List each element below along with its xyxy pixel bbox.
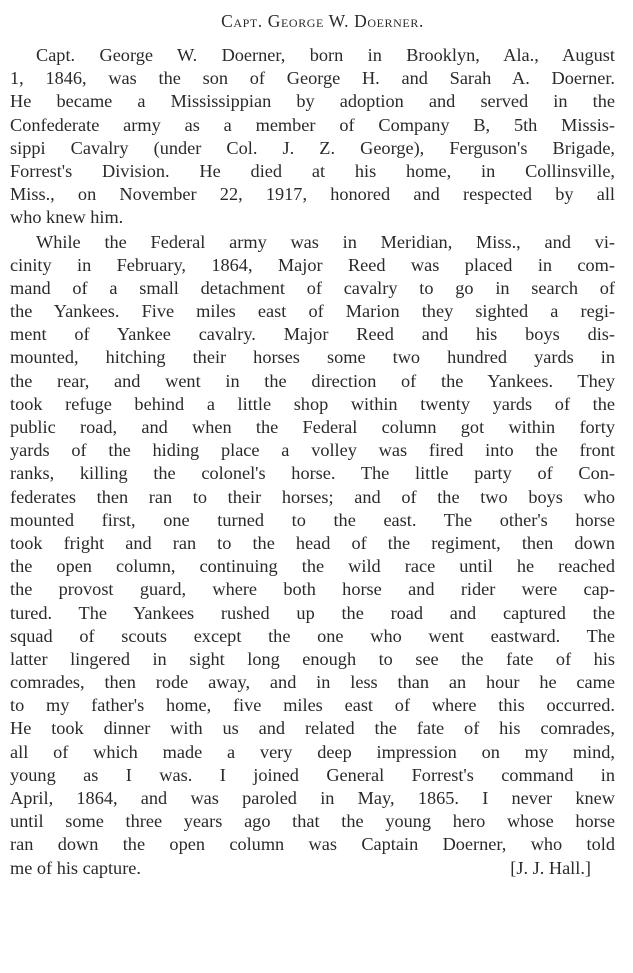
text-line: April, 1864, and was paroled in May, 1865. I never knew: [10, 788, 615, 808]
text-line: the Yankees. Five miles east of Marion they sighted a regi-: [10, 301, 615, 322]
text-line: Forrest's Division. He died at his home, in Collinsville,: [10, 160, 615, 181]
text-line: mounted first, one turned to the east. The other's horse: [10, 509, 615, 530]
text-line: tured. The Yankees rushed up the road and captured the: [10, 602, 615, 623]
author-signature: [J. J. Hall.]: [510, 857, 591, 878]
text-line: yards of the hiding place a volley was fired into the front: [10, 440, 615, 461]
text-line: sippi Cavalry (under Col. J. Z. George), Ferguson's Brigade,: [10, 137, 615, 158]
text-line: Confederate army as a member of Company B, 5th Missis-: [10, 114, 615, 135]
text-line: squad of scouts except the one who went eastward. The: [10, 625, 615, 646]
text-line: federates then ran to their horses; and of the two boys who: [10, 486, 615, 507]
text-line: ran down the open column was Captain Doerner, who told: [10, 834, 615, 855]
text-line: Capt. George W. Doerner, born in Brooklyn, Ala., August: [36, 45, 615, 65]
closing-text: me of his capture.: [10, 857, 141, 878]
text-line: to my father's home, five miles east of where this occurred.: [10, 695, 615, 716]
text-line: until some three years ago that the young hero whose horse: [10, 811, 615, 832]
text-line: Miss., on November 22, 1917, honored and respected by all: [10, 184, 615, 205]
text-line: While the Federal army was in Meridian, Miss., and vi-: [36, 231, 615, 252]
text-line: the open column, continuing the wild race until he reached: [10, 556, 615, 577]
text-line: took refuge behind a little shop within twenty yards of the: [10, 393, 615, 414]
text-line: the rear, and went in the direction of the Yankees. They: [10, 370, 615, 391]
text-line: who knew him.: [10, 207, 124, 228]
closing-line: [10, 857, 615, 880]
text-line: took fright and ran to the head of the regiment, then down: [10, 532, 615, 553]
text-line: ment of Yankee cavalry. Major Reed and his boys dis-: [10, 324, 615, 345]
text-line: the provost guard, where both horse and rider were cap-: [10, 579, 615, 600]
document-page: [10, 0, 615, 880]
narrative-paragraph: [10, 231, 615, 880]
page-title: Capt. George W. Doerner.: [221, 11, 424, 31]
text-line: public road, and when the Federal column got within forty: [10, 417, 615, 437]
text-line: comrades, then rode away, and in less than an hour he came: [10, 672, 615, 693]
text-line: 1, 1846, was the son of George H. and Sarah A. Doerner.: [10, 68, 615, 89]
text-line: ranks, killing the colonel's horse. The little party of Con-: [10, 463, 615, 484]
text-line: mand of a small detachment of cavalry to go in search of: [10, 277, 615, 298]
text-line: cinity in February, 1864, Major Reed was placed in com-: [10, 254, 615, 275]
text-line: mounted, hitching their horses some two hundred yards in: [10, 347, 615, 368]
text-line: young as I was. I joined General Forrest's command in: [10, 764, 615, 785]
text-line: He became a Mississippian by adoption and served in the: [10, 91, 615, 112]
text-line: all of which made a very deep impression on my mind,: [10, 741, 615, 762]
text-line: He took dinner with us and related the fate of his comrades,: [10, 718, 615, 739]
text-line: latter lingered in sight long enough to see the fate of his: [10, 648, 615, 669]
biography-paragraph: [10, 44, 615, 230]
